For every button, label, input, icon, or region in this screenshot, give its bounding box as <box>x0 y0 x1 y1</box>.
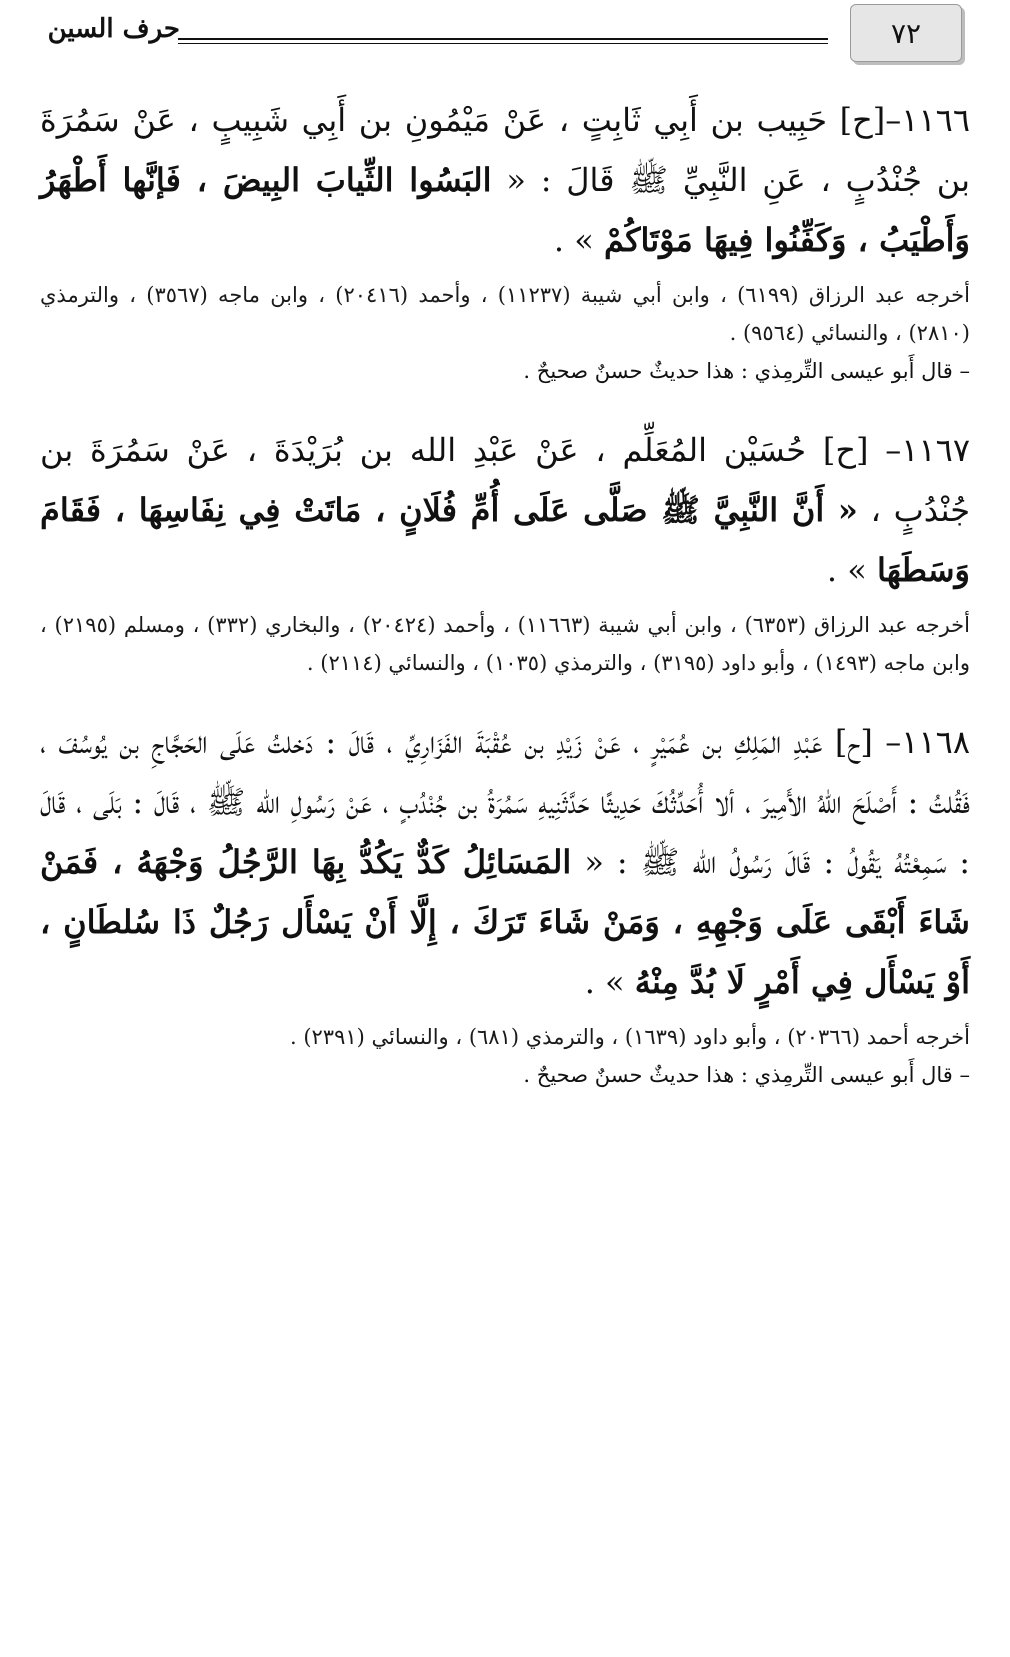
hadith-matn: البَسُوا الثِّيابَ البِيضَ ، فَإنَّها أَطْهَرُ وَأَطْيَبُ ، وَكَفِّنُوا فِيهَا مَوْتَاكُمْ <box>40 161 970 259</box>
hadith-text <box>40 90 970 270</box>
hadith-entry-1167 <box>40 420 970 682</box>
hadith-number: ١١٦٨ <box>901 723 970 761</box>
takhrij-note: أخرجه أحمد (٢٠٣٦٦) ، وأبو داود (١٦٣٩) ، والترمذي (٦٨١) ، والنسائي (٢٣٩١) . <box>289 1025 970 1049</box>
hadith-closing: » . <box>584 963 625 1001</box>
hadith-matn: « أَنَّ النَّبِيَّ ﷺ صَلَّى عَلَى أُمِّ فُلَانٍ ، مَاتَتْ فِي نِفَاسِهَا ، فَقَامَ وَسَطَهَا <box>40 491 970 589</box>
header-rule <box>178 38 828 44</box>
hadith-isnad: –[ح] حَبِيب بن أَبِي ثَابِتٍ ، عَنْ مَيْمُونِ بن أَبِي شَبِيبٍ ، عَنْ سَمُرَةَ بن جُنْدُبٍ ، عَنِ النَّبِيِّ ﷺ قَالَ : « <box>40 101 971 199</box>
hadith-text <box>40 712 970 1012</box>
hadith-number: ١١٦٧ <box>901 431 971 469</box>
takhrij-note: أخرجه عبد الرزاق (٦٣٥٣) ، وابن أبي شيبة (١١٦٦٣) ، وأحمد (٢٠٤٢٤) ، والبخاري (٣٣٢) ، ومسلم (٢١٩٥) ، وابن ماجه (١٤٩٣) ، وأبو داود (٣١٩٥) ، والترمذي (١٠٣٥) ، والنسائي (٢١١٤) . <box>40 613 971 675</box>
hadith-entry-1168 <box>40 712 970 1094</box>
chapter-title: حرف السين <box>47 14 180 44</box>
hadith-number: ١١٦٦ <box>901 101 971 139</box>
hadith-matn: المَسَائِلُ كَدٌّ يَكُدُّ بِهَا الرَّجُلُ وَجْهَهُ ، فَمَنْ شَاءَ أَبْقَى عَلَى وَجْهِهِ ، وَمَنْ شَاءَ تَرَكَ ، إِلَّا أَنْ يَسْأَل رَجُلٌ ذَا سُلطَانٍ ، أَوْ يَسْأَل فِي أَمْرٍ لَا بُدَّ مِنْهُ <box>40 843 970 1001</box>
page-content <box>40 90 970 1124</box>
hadith-closing: » . <box>826 551 867 589</box>
tirmidhi-comment: – قال أَبو عيسى التِّرمِذي : هذا حديثٌ حسنٌ صحيحٌ . <box>523 359 970 383</box>
hadith-text <box>40 420 970 600</box>
page-number-text: ٧٢ <box>890 16 922 50</box>
hadith-closing: » . <box>553 221 594 259</box>
hadith-isnad: – [ح] حُسَيْن المُعَلِّم ، عَنْ عَبْدِ الله بن بُرَيْدَةَ ، عَنْ سَمُرَةَ بن جُنْدُبٍ ، <box>40 431 971 529</box>
takhrij-note: أخرجه عبد الرزاق (٦١٩٩) ، وابن أبي شيبة (١١٢٣٧) ، وأحمد (٢٠٤١٦) ، وابن ماجه (٣٥٦٧) ، والترمذي (٢٨١٠) ، والنسائي (٩٥٦٤) . <box>40 283 970 345</box>
hadith-isnad: – [ح] عَبْدِ المَلِكِ بن عُمَيْرٍ ، عَنْ زَيْدِ بن عُقْبَةَ الفَزَارِيِّ ، قَالَ : دَخلتُ عَلَى الحَجَّاجِ بن يُوسُفَ ، فَقُلتُ : أَصْلَحَ اللهُ الأَمِيرَ ، ألا أُحَدِّثُكَ حَدِيثًا حَدَّثَنِيهِ سَمُرَةُ بن جُنْدُبٍ ، عَنْ رَسُولِ الله ﷺ ، قَالَ : بَلَى ، قَالَ : سَمِعْتُهُ يَقُولُ : قَالَ رَسُولُ الله ﷺ : « <box>40 723 971 881</box>
tirmidhi-comment: – قال أَبو عيسى التِّرمِذي : هذا حديثٌ حسنٌ صحيحٌ . <box>523 1063 970 1087</box>
hadith-entry-1166 <box>40 90 970 390</box>
page-number <box>850 4 962 62</box>
